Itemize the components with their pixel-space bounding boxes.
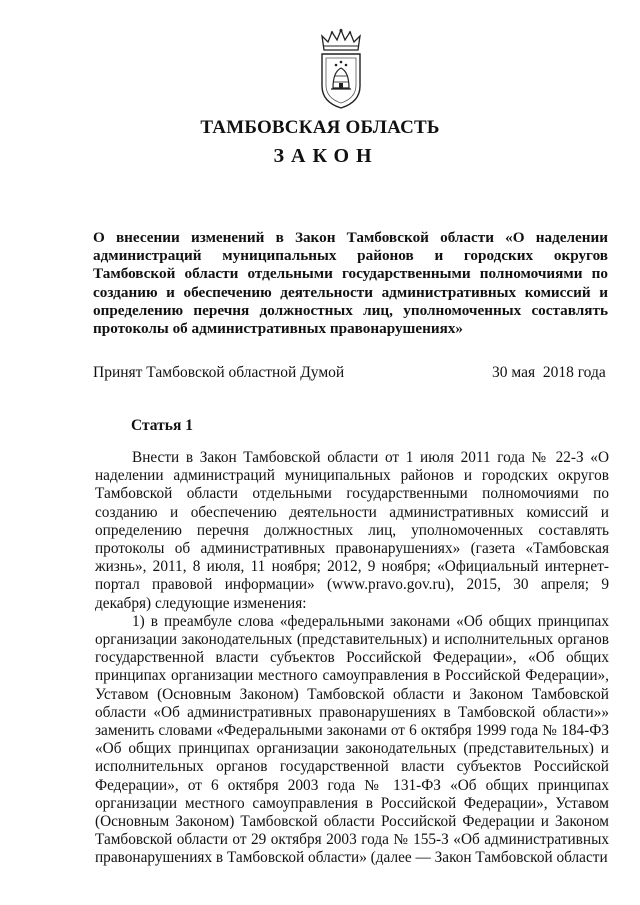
tambov-coat-of-arms-icon xyxy=(318,28,364,110)
adoption-statement: Принят Тамбовской областной Думой xyxy=(93,364,345,381)
law-title: О внесении изменений в Закон Тамбовской области «О наделении администраций муниципальных районов и городских округов Тамбовской области отдельными государственными полномочиями по созданию и обеспечению деятельности административных комиссий и определению перечня должностных лиц, уполномоченных составлять протоколы об административных правонарушениях» xyxy=(93,229,608,338)
article-body xyxy=(95,449,609,868)
article-paragraph: Внести в Закон Тамбовской области от 1 июля 2011 года № 22-З «О наделении администраций муниципальных районов и городских округов Тамбовской области отдельными государственными полномочиями по созданию и обеспечению деятельности административных комиссий и определению перечня должностных лиц, уполномоченных составлять протоколы об административных правонарушениях» (газета «Тамбовская жизнь», 2011, 8 июля, 11 ноября; 2012, 9 ноября; «Официальный интернет-портал правовой информации» (www.pravo.gov.ru), 2015, 30 апреля; 9 декабря) следующие изменения: xyxy=(95,449,609,612)
region-name: ТАМБОВСКАЯ ОБЛАСТЬ xyxy=(200,117,440,138)
article-heading: Статья 1 xyxy=(131,417,193,434)
article-paragraph: 1) в преамбуле слова «федеральными законами «Об общих принципах организации законодательных (представительных) и исполнительных органов государственной власти субъектов Российской Федерации», «Об общих принципах организации местного самоуправления в Российской Федерации», Уставом (Основным Законом) Тамбовской области и Законом Тамбовской области «Об административных правонарушениях в Тамбовской области»» заменить словами «Федеральными законами от 6 октября 1999 года № 184-ФЗ «Об общих принципах организации законодательных (представительных) и исполнительных органов государственной власти субъектов Российской Федерации», от 6 октября 2003 года № 131-ФЗ «Об общих принципах организации местного самоуправления в Российской Федерации», Уставом (Основным Законом) Тамбовской области Российской Федерации и Законом Тамбовской области от 29 октября 2003 года № 155-З «Об административных правонарушениях в Тамбовской области» (далее — Закон Тамбовской области xyxy=(95,612,609,867)
document-type: ЗАКОН xyxy=(273,145,379,167)
adoption-date: 30 мая 2018 года xyxy=(492,364,606,381)
